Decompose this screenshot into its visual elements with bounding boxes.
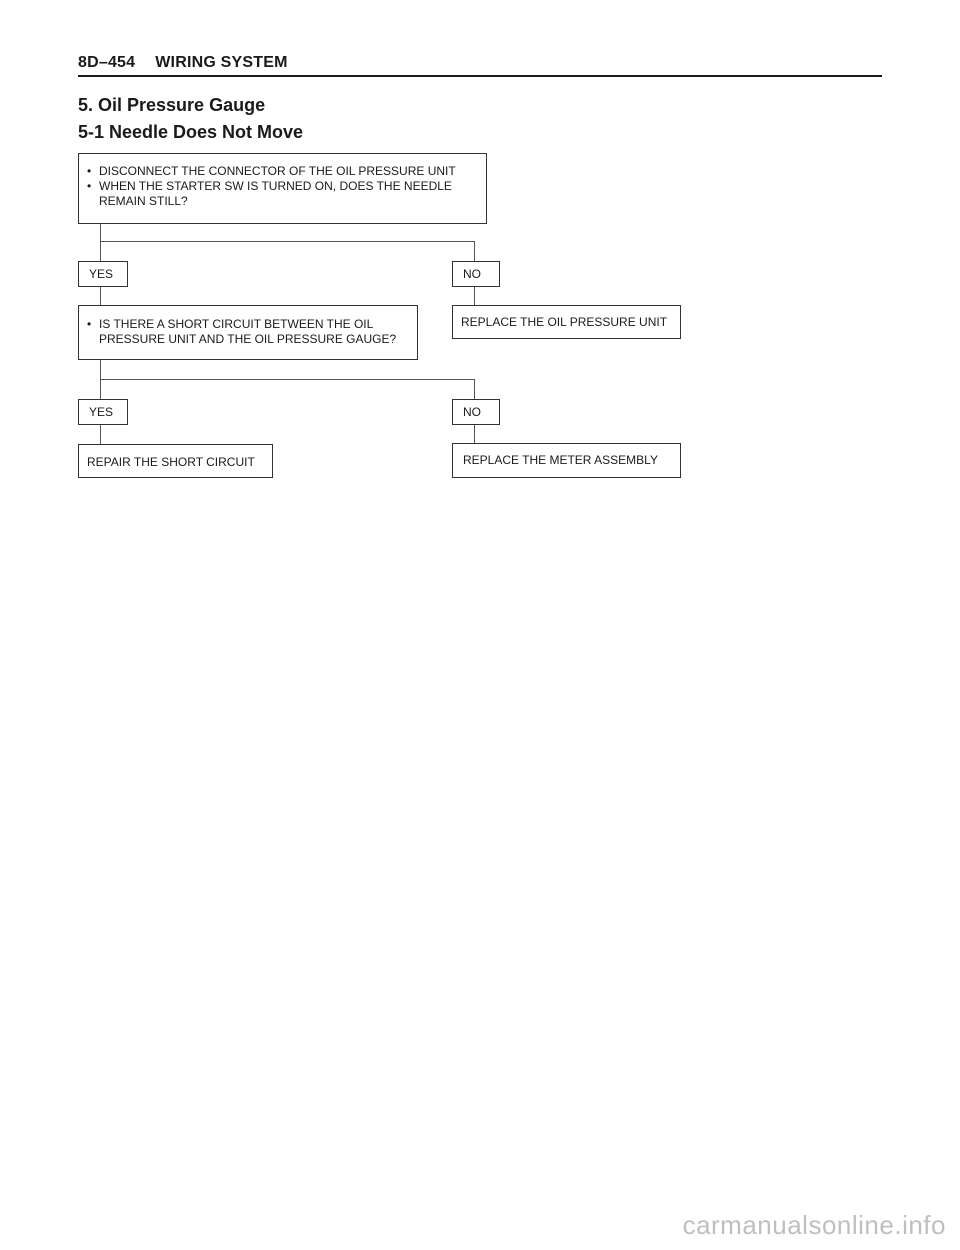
connector	[474, 241, 475, 261]
step2-bullet: • IS THERE A SHORT CIRCUIT BETWEEN THE OIL PRESSURE UNIT AND THE OIL PRESSURE GAUGE?	[87, 317, 407, 347]
connector	[474, 379, 475, 399]
step1-no-result-box: REPLACE THE OIL PRESSURE UNIT	[452, 305, 681, 339]
page-code: 8D–454	[78, 54, 136, 71]
connector	[100, 223, 101, 261]
step1-bullet: • DISCONNECT THE CONNECTOR OF THE OIL PRESSURE UNIT	[87, 164, 476, 179]
step2-yes-result-box: REPAIR THE SHORT CIRCUIT	[78, 444, 273, 478]
connector	[100, 287, 101, 305]
step1-bullet-list	[87, 164, 476, 209]
connector	[474, 287, 475, 305]
watermark-text: carmanualsonline.info	[682, 1210, 946, 1240]
connector	[100, 241, 474, 242]
section-title: WIRING SYSTEM	[155, 54, 288, 71]
step1-question-box	[78, 153, 487, 224]
connector	[100, 425, 101, 444]
step2-yes-label: YES	[78, 399, 128, 425]
step2-no-label: NO	[452, 399, 500, 425]
step2-question-box	[78, 305, 418, 360]
page-header	[78, 54, 288, 72]
main-heading: 5. Oil Pressure Gauge	[78, 95, 266, 115]
connector	[474, 425, 475, 443]
step1-yes-label: YES	[78, 261, 128, 287]
connector	[100, 379, 474, 380]
step1-no-label: NO	[452, 261, 500, 287]
step2-bullet-list	[87, 317, 407, 347]
step2-no-result-box: REPLACE THE METER ASSEMBLY	[452, 443, 681, 478]
step1-bullet: • WHEN THE STARTER SW IS TURNED ON, DOES THE NEEDLE REMAIN STILL?	[87, 179, 476, 209]
header-rule	[78, 75, 882, 77]
sub-heading: 5-1 Needle Does Not Move	[78, 122, 304, 142]
